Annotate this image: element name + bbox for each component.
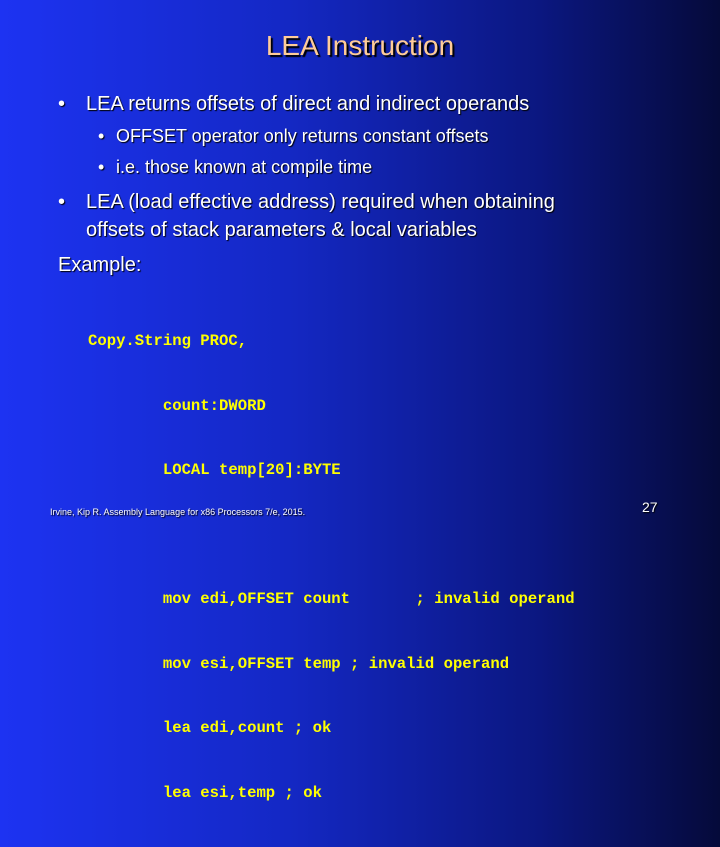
sub-bullet-text: i.e. those known at compile time — [116, 157, 373, 177]
footer-citation: Irvine, Kip R. Assembly Language for x86 Processors 7/e, 2015. — [50, 507, 306, 517]
code-line: mov esi,OFFSET temp ; invalid operand — [88, 654, 510, 673]
bullet-dot: • — [58, 191, 66, 213]
bullet-dot: • — [98, 126, 105, 146]
page-number: 27 — [642, 499, 658, 515]
code-block — [88, 288, 575, 847]
code-line: count:DWORD — [88, 396, 266, 415]
slide-title: LEA Instruction — [265, 30, 455, 61]
code-line: lea edi,count ; ok — [88, 719, 332, 737]
code-line: Copy.String PROC, — [88, 332, 248, 350]
code-line: LOCAL temp[20]:BYTE — [88, 461, 341, 479]
example-label: Example: — [58, 254, 142, 276]
bullet-dot: • — [58, 93, 66, 115]
code-line: mov edi,OFFSET count ; invalid operand — [88, 590, 575, 608]
bullet-dot: • — [98, 157, 105, 177]
bullet-text: LEA (load effective address) required when obtaining — [86, 191, 555, 213]
sub-bullet-text: OFFSET operator only returns constant offsets — [116, 126, 489, 146]
code-line: lea esi,temp ; ok — [88, 783, 322, 802]
code-line — [88, 525, 575, 547]
bullet-text-continued: offsets of stack parameters & local variables — [86, 219, 477, 241]
bullet-text: LEA returns offsets of direct and indirect operands — [86, 93, 530, 115]
